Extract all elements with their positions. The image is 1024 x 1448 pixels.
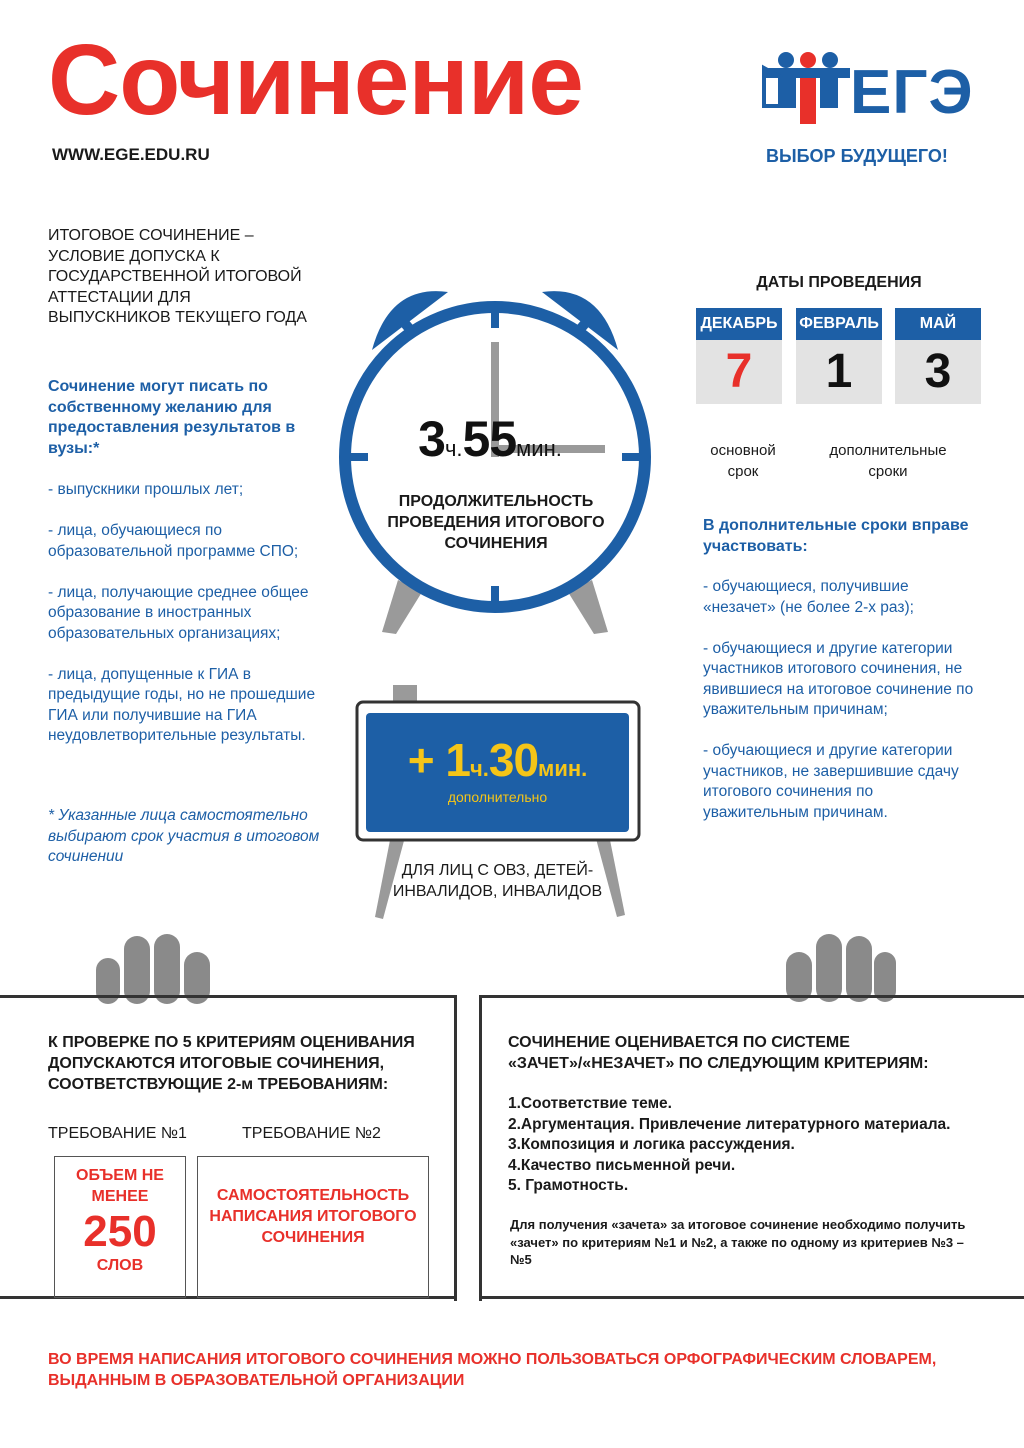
intro-text: ИТОГОВОЕ СОЧИНЕНИЕ – УСЛОВИЕ ДОПУСКА К ГОСУДАРСТВЕННОЙ ИТОГОВОЙ АТТЕСТАЦИИ ДЛЯ ВЫПУСКНИКОВ ТЕКУЩЕГО ГОДА bbox=[48, 227, 307, 326]
logo-slogan: ВЫБОР БУДУЩЕГО! bbox=[766, 146, 948, 166]
who-note: * Указанные лица самостоятельно выбирают срок участия в итоговом сочинении bbox=[48, 807, 320, 865]
clock-duration bbox=[360, 410, 620, 468]
calendar-may bbox=[895, 308, 981, 404]
page-title: Сочинение bbox=[48, 24, 583, 136]
who-list bbox=[48, 480, 323, 767]
calendar-month: ФЕВРАЛЬ bbox=[796, 308, 882, 340]
requirement-1-top: ОБЪЕМ НЕ МЕНЕЕ bbox=[76, 1167, 164, 1205]
hand-right-icon bbox=[784, 930, 900, 1002]
extra-terms-label: дополнительные сроки bbox=[829, 442, 947, 480]
requirement-1-box bbox=[54, 1156, 186, 1298]
extra-hours-unit: ч. bbox=[469, 756, 489, 781]
extra-for-whom: ДЛЯ ЛИЦ С ОВЗ, ДЕТЕЙ-ИНВАЛИДОВ, ИНВАЛИДОВ bbox=[392, 862, 603, 900]
footer-note: ВО ВРЕМЯ НАПИСАНИЯ ИТОГОВОГО СОЧИНЕНИЯ МОЖНО ПОЛЬЗОВАТЬСЯ ОРФОГРАФИЧЕСКИМ СЛОВАРЕМ, ВЫДАННЫМ В ОБРАЗОВАТЕЛЬНОЙ ОРГАНИЗАЦИИ bbox=[48, 1351, 937, 1389]
clock-label: ПРОДОЛЖИТЕЛЬНОСТЬ ПРОВЕДЕНИЯ ИТОГОВОГО СОЧИНЕНИЯ bbox=[387, 493, 605, 552]
dates-title: ДАТЫ ПРОВЕДЕНИЯ bbox=[756, 274, 922, 291]
extra-hours: 1 bbox=[445, 734, 470, 786]
calendar-day: 3 bbox=[895, 340, 981, 404]
logo-wordmark: ЕГЭ bbox=[850, 58, 974, 127]
list-item: 3.Композиция и логика рассуждения. bbox=[508, 1136, 795, 1153]
calendar-month: МАЙ bbox=[895, 308, 981, 340]
calendar-february bbox=[796, 308, 882, 404]
calendar-december bbox=[696, 308, 782, 404]
extra-minutes: 30 bbox=[488, 734, 539, 786]
site-url: WWW.EGE.EDU.RU bbox=[52, 145, 210, 164]
list-item: - лица, обучающиеся по образовательной программе СПО; bbox=[48, 522, 299, 560]
extra-terms-list bbox=[703, 577, 978, 844]
extra-minutes-unit: мин. bbox=[538, 756, 588, 781]
requirements-text: К ПРОВЕРКЕ ПО 5 КРИТЕРИЯМ ОЦЕНИВАНИЯ ДОПУСКАЮТСЯ ИТОГОВЫЕ СОЧИНЕНИЯ, СООТВЕТСТВУЮЩИЕ 2-м ТРЕБОВАНИЯМ: bbox=[48, 1034, 415, 1093]
extra-time-panel bbox=[366, 713, 629, 832]
requirement-1-bottom: СЛОВ bbox=[96, 1257, 144, 1274]
requirement-1-label: ТРЕБОВАНИЕ №1 bbox=[48, 1125, 187, 1142]
calendar-month: ДЕКАБРЬ bbox=[696, 308, 782, 340]
criteria-note: Для получения «зачета» за итоговое сочинение необходимо получить «зачет» по критериям №1 и №2, а также по одному из критериев №3 – №5 bbox=[510, 1217, 966, 1267]
clock-minutes-unit: мин. bbox=[516, 436, 562, 461]
list-item: 5. Грамотность. bbox=[508, 1177, 629, 1194]
list-item: 1.Соответствие теме. bbox=[508, 1095, 672, 1112]
requirement-2-text: САМОСТОЯТЕЛЬНОСТЬ НАПИСАНИЯ ИТОГОВОГО СОЧИНЕНИЯ bbox=[209, 1187, 417, 1246]
list-item: - обучающиеся и другие категории участников, не завершившие сдачу итогового сочинения по уважительным причинам. bbox=[703, 742, 959, 821]
criteria-heading: СОЧИНЕНИЕ ОЦЕНИВАЕТСЯ ПО СИСТЕМЕ «ЗАЧЕТ»/«НЕЗАЧЕТ» ПО СЛЕДУЮЩИМ КРИТЕРИЯМ: bbox=[508, 1034, 929, 1072]
extra-terms-heading: В дополнительные сроки вправе участвовать: bbox=[703, 517, 969, 555]
main-term-label: основной срок bbox=[710, 442, 776, 480]
extra-plus: + bbox=[407, 734, 434, 786]
extra-word: дополнительно bbox=[447, 789, 548, 805]
requirement-1-number: 250 bbox=[83, 1207, 157, 1256]
who-heading: Сочинение могут писать по собственному желанию для предоставления результатов в вузы:* bbox=[48, 378, 296, 457]
criteria-list bbox=[508, 1094, 1008, 1197]
requirement-2-box bbox=[197, 1156, 429, 1298]
list-item: - лица, допущенные к ГИА в предыдущие годы, но не прошедшие ГИА или получившие на ГИА неудовлетворительные результаты. bbox=[48, 665, 316, 744]
list-item: - обучающиеся, получившие «незачет» (не более 2-х раз); bbox=[703, 578, 914, 616]
list-item: - обучающиеся и другие категории участников итогового сочинения, не явившиеся на итоговое сочинение по уважительным причинам; bbox=[703, 639, 974, 718]
list-item: 4.Качество письменной речи. bbox=[508, 1156, 736, 1174]
hand-left-icon bbox=[92, 932, 232, 1004]
divider bbox=[479, 1296, 1024, 1299]
clock-minutes: 55 bbox=[462, 411, 517, 467]
list-item: - лица, получающие среднее общее образование в иностранных образовательных организациях; bbox=[48, 583, 309, 642]
clock-hours-unit: ч. bbox=[444, 436, 463, 461]
calendar-day: 7 bbox=[696, 340, 782, 404]
list-item: 2.Аргументация. Привлечение литературного материала. bbox=[508, 1115, 951, 1133]
list-item: - выпускники прошлых лет; bbox=[48, 481, 244, 498]
clock-hours: 3 bbox=[418, 411, 445, 467]
ege-logo-icon bbox=[762, 50, 854, 126]
calendar-day: 1 bbox=[796, 340, 882, 404]
requirement-2-label: ТРЕБОВАНИЕ №2 bbox=[242, 1125, 381, 1142]
